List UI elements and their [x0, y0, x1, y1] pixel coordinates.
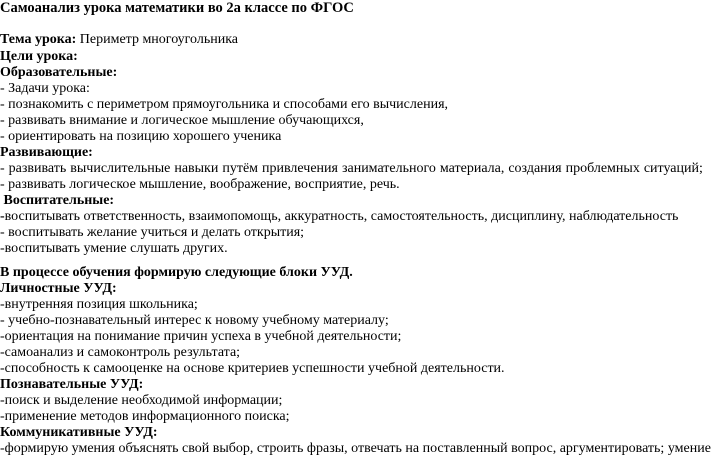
topic-label: Тема урока:	[0, 32, 77, 47]
developing-line: - развивать логическое мышление, воображение, восприятие, речь.	[0, 177, 400, 192]
upbringing-text: воспитывать ответственность, взаимопомощь, аккуратность, самостоятельность, дисциплину, наблюдательность	[4, 209, 679, 224]
word: вычислительные	[70, 161, 171, 176]
upbringing-line	[0, 209, 678, 225]
educational-heading: Образовательные:	[0, 65, 118, 80]
uud-intro: В процессе обучения формирую следующие блоки УУД.	[0, 265, 353, 280]
word: привлечения	[262, 161, 338, 176]
educational-line: - ориентировать на позицию хорошего ученика	[0, 129, 282, 144]
personal-uud-line: -способность к самооценке на основе критериев успешности учебной деятельности.	[0, 361, 505, 376]
cognitive-uud-line: -применение методов информационного поиска;	[0, 409, 290, 424]
developing-heading: Развивающие:	[0, 145, 93, 160]
word: -	[0, 161, 5, 176]
upbringing-dash: -	[0, 209, 5, 224]
upbringing-heading: Воспитательные:	[0, 193, 115, 208]
personal-uud-line: -ориентация на понимание причин успеха в учебной деятельности;	[0, 329, 402, 344]
educational-line: - Задачи урока:	[0, 81, 90, 96]
word: материала,	[439, 161, 505, 176]
educational-line: - познакомить с периметром прямоугольника и способами его вычисления,	[0, 97, 449, 112]
personal-uud-heading: Личностные УУД:	[0, 281, 117, 296]
word: навыки	[174, 161, 219, 176]
word: развивать	[8, 161, 67, 176]
word: создания	[508, 161, 562, 176]
upbringing-line: - воспитывать желание учиться и делать открытия;	[0, 225, 305, 240]
word: занимательного	[341, 161, 436, 176]
word: путём	[222, 161, 259, 176]
topic-value: Периметр многоугольника	[76, 32, 239, 47]
lesson-topic	[0, 32, 238, 48]
communicative-uud-line: -формирую умения объяснять свой выбор, строить фразы, отвечать на поставленный вопрос, аргументировать; умение	[0, 441, 711, 456]
document-title: Самоанализ урока математики во 2а классе по ФГОС	[0, 0, 354, 16]
developing-line-justified	[0, 161, 703, 177]
educational-line: - развивать внимание и логическое мышление обучающихся,	[0, 113, 364, 128]
personal-uud-line: -самоанализ и самоконтроль результата;	[0, 345, 241, 360]
cognitive-uud-line: -поиск и выделение необходимой информации;	[0, 393, 283, 408]
personal-uud-line: - учебно-познавательный интерес к новому учебному материалу;	[0, 313, 389, 328]
cognitive-uud-heading: Познавательные УУД:	[0, 377, 144, 392]
personal-uud-line: -внутренняя позиция школьника;	[0, 297, 198, 312]
upbringing-line: -воспитывать умение слушать других.	[0, 241, 228, 256]
communicative-uud-heading: Коммуникативные УУД:	[0, 425, 158, 440]
goals-heading: Цели урока:	[0, 49, 78, 64]
word: ситуаций;	[643, 161, 703, 176]
word: проблемных	[565, 161, 640, 176]
